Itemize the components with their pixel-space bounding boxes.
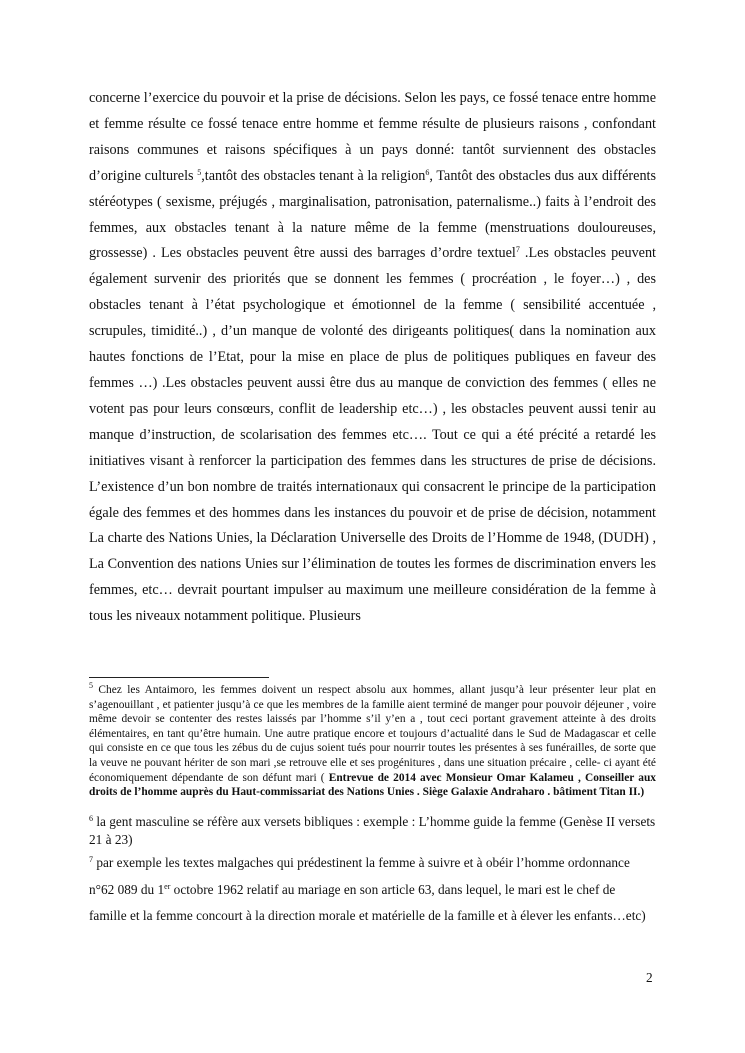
footnote-6: [89, 813, 656, 849]
page-number: 2: [646, 970, 653, 985]
footnote-7-text: par exemple les textes malgaches qui prédestinent la femme à suivre et à obéir l’homme ordonnance n°62 089 du 1: [89, 855, 630, 897]
footnote-5: [89, 683, 656, 800]
paragraph-text: ,tantôt des obstacles tenant à la religion: [201, 167, 426, 184]
main-paragraph: [89, 86, 656, 630]
footnote-7-number: 7: [89, 855, 93, 864]
paragraph-text: , Tantôt des obstacles dus aux différents stéréotypes ( sexisme, préjugés , marginalisation, patronisation, paternalisme..) faits à l’endroit des femmes, aux obstacles tenant à la nature même de la femme (menstruations douloureuses, grossesse) . Les obstacles peuvent être aussi des barrages d’ordre textuel: [89, 167, 657, 262]
footnote-7-text-continued: octobre 1962 relatif au mariage en son article 63, dans lequel, le mari est le chef de famille et la femme concourt à la direction morale et matérielle de la famille et à élever les enfants…etc): [89, 881, 646, 923]
footnote-ref-5[interactable]: 5: [197, 167, 202, 177]
footnote-7-ordinal: er: [164, 881, 171, 891]
footnote-5-text: Chez les Antaimoro, les femmes doivent un respect absolu aux hommes, allant jusqu’à leur présenter leur plat en s’agenouillant , et patienter jusqu’à ce que les membres de la famille aient terminé de manger pour pouvoir déjeuner , voire même devoir se contenter des restes laissés par l’homme s’il y’en a , tout ceci portant gravement atteinte à des droits élémentaires, en tant qu’être humain. Une autre pratique encore et toujours d’actualité dans le Sud de Madagascar et celle qui consiste en ce que tous les zébus du de cujus soient tués pour nourrir toutes les présentes à ses funérailles, de sorte que la veuve ne pouvant hériter de son mari ,se retrouve elle et ses progénitures , dans une situation précaire , celle- ci ayant été économiquement dépendante de son défunt mari (: [89, 684, 656, 784]
footnote-5-number: 5: [89, 681, 93, 690]
footnote-separator: [89, 677, 269, 678]
footnote-6-number: 6: [89, 814, 93, 823]
paragraph-text: concerne l’exercice du pouvoir et la prise de décisions. Selon les pays, ce fossé tenace entre homme et femme résulte ce fossé tenace entre homme et femme résulte de plusieurs raisons , confondant raisons communes et raisons spécifiques à un pays donné: tantôt surviennent des obstacles d’origine culturels: [89, 90, 656, 184]
footnote-7: [89, 850, 656, 930]
footnote-ref-6[interactable]: 6: [425, 167, 430, 177]
footnote-5-source: Entrevue de 2014 avec Monsieur Omar Kalameu , Conseiller aux droits de l’homme auprès du Haut-commissariat des Nations Unies . Siège Galaxie Andraharo . bâtiment Titan II.): [89, 771, 656, 799]
footnote-ref-7[interactable]: 7: [515, 245, 520, 255]
paragraph-text: .Les obstacles peuvent également survenir des priorités que se donnent les femmes ( procréation , le foyer…) , des obstacles tenant à l’état psychologique et émotionnel de la femme ( sensibilité accentuée , scrupules, timidité..) , d’un manque de volonté des dirigeants politiques( dans la nomination aux hautes fonctions de l’Etat, pour la mise en place de plus de politiques publiques en faveur des femmes …) .Les obstacles peuvent aussi être dus au manque de conviction des femmes ( elles ne votent pas pour leurs consœurs, conflit de leadership etc…) , les obstacles peuvent aussi tenir au manque d’instruction, de scolarisation des femmes etc…. Tout ce qui a été précité a retardé les initiatives visant à renforcer la participation des femmes dans les structures de prise de décisions. L’existence d’un bon nombre de traités internationaux qui consacrent le principe de la participation égale des femmes et des hommes dans les instances du pouvoir et de prise de décision, notamment La charte des Nations Unies, la Déclaration Universelle des Droits de l’Homme de 1948, (DUDH) , La Convention des nations Unies sur l’élimination de toutes les formes de discrimination envers les femmes, etc… devrait pourtant impulser au maximum une meilleure considération de la femme à tous les niveaux notamment politique. Plusieurs: [89, 245, 656, 625]
footnote-6-text: la gent masculine se réfère aux versets bibliques : exemple : L’homme guide la femme (Genèse II versets 21 à 23): [89, 814, 656, 847]
